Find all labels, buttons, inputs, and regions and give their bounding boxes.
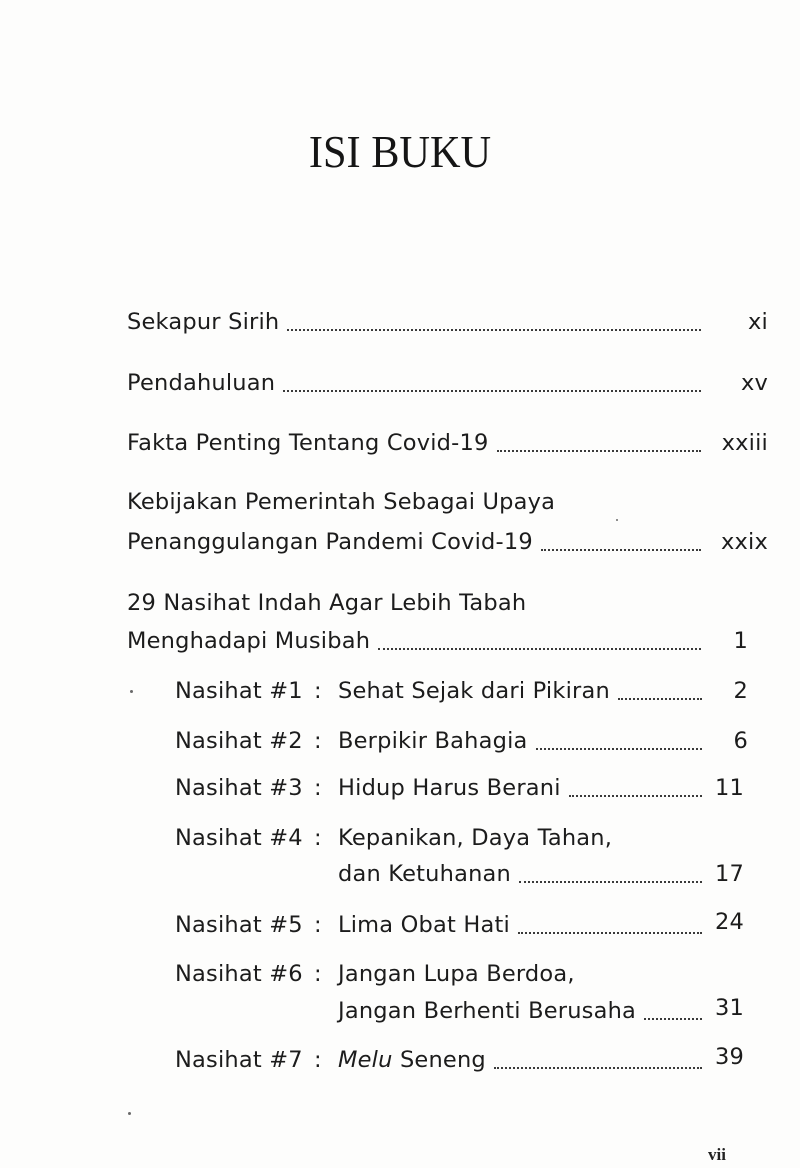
nasihat-label: Nasihat #6 [175, 961, 303, 987]
nasihat-label: Nasihat #4 [175, 825, 303, 851]
nasihat-title: Hidup Harus Berani [338, 775, 561, 801]
nasihat-colon: : [314, 775, 322, 801]
toc-entry-title: Menghadapi Musibah [127, 628, 371, 654]
nasihat-colon: : [314, 912, 322, 938]
toc-page-number: 6 [733, 728, 748, 754]
print-speck [130, 690, 133, 693]
dot-leader [497, 450, 702, 452]
toc-entry-title: Pendahuluan [127, 370, 276, 396]
nasihat-colon: : [314, 678, 322, 704]
dot-leader [287, 329, 701, 331]
page-title: ISI BUKU [308, 125, 492, 177]
nasihat-title-line1: Kepanikan, Daya Tahan, [338, 825, 613, 851]
toc-page-number: 39 [714, 1044, 744, 1070]
dot-leader [536, 748, 702, 750]
toc-page-number: 31 [714, 995, 744, 1021]
nasihat-label: Nasihat #7 [175, 1047, 303, 1073]
nasihat-title: Lima Obat Hati [338, 912, 510, 938]
dot-leader [519, 881, 702, 883]
nasihat-title: Berpikir Bahagia [338, 728, 528, 754]
nasihat-title [338, 1043, 486, 1078]
toc-entry-title-line1: Kebijakan Pemerintah Sebagai Upaya [127, 489, 556, 515]
dot-leader [644, 1018, 702, 1020]
print-speck [128, 1112, 131, 1115]
toc-page-number: 2 [733, 678, 748, 704]
nasihat-label: Nasihat #2 [175, 728, 303, 754]
toc-entry-title: Penanggulangan Pandemi Covid-19 [127, 529, 533, 555]
toc-page-number: xxix [721, 529, 768, 555]
toc-page-number: 17 [714, 861, 744, 887]
toc-entry-title: Sekapur Sirih [127, 309, 280, 335]
dot-leader [518, 932, 702, 934]
nasihat-title-italic: Melu [338, 1047, 393, 1073]
nasihat-label: Nasihat #3 [175, 775, 303, 801]
dot-leader [378, 648, 701, 650]
toc-page-number: xv [740, 370, 768, 396]
page-folio: vii [708, 1145, 726, 1164]
toc-entry-title: Fakta Penting Tentang Covid-19 [127, 430, 489, 456]
toc-page-number: 24 [714, 909, 744, 935]
nasihat-title: dan Ketuhanan [338, 861, 511, 887]
dot-leader [618, 698, 702, 700]
nasihat-label: Nasihat #5 [175, 912, 303, 938]
nasihat-title-rest: Seneng [399, 1047, 486, 1073]
nasihat-title-line1: Jangan Lupa Berdoa, [338, 961, 575, 987]
toc-page-number: 1 [733, 628, 748, 654]
nasihat-colon: : [314, 961, 322, 987]
print-speck [616, 519, 618, 521]
nasihat-colon: : [314, 728, 322, 754]
nasihat-title: Sehat Sejak dari Pikiran [338, 678, 610, 704]
toc-entry-title-line1: 29 Nasihat Indah Agar Lebih Tabah [127, 590, 527, 616]
dot-leader [494, 1067, 702, 1069]
toc-page-number: xi [748, 309, 768, 335]
toc-page-number: 11 [714, 775, 744, 801]
nasihat-label: Nasihat #1 [175, 678, 303, 704]
toc-page-number: xxiii [721, 430, 768, 456]
dot-leader [283, 390, 701, 392]
nasihat-colon: : [314, 825, 322, 851]
nasihat-colon: : [314, 1047, 322, 1073]
dot-leader [541, 549, 701, 551]
dot-leader [569, 795, 702, 797]
nasihat-title: Jangan Berhenti Berusaha [338, 998, 637, 1024]
